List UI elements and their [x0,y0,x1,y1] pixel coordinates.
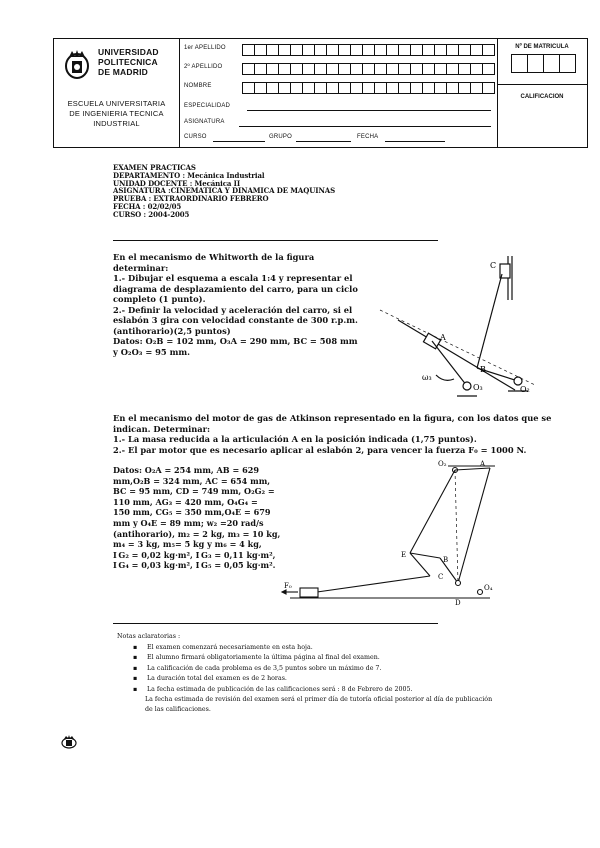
list-item: ▪ El examen comenzará necesariamente en esta hoja. [147,643,497,654]
notes-title: Notas aclaratorias : [117,633,181,640]
nombre-label: NOMBRE [184,83,212,89]
label-C: C [490,261,497,270]
crest-icon [62,47,92,81]
curso-field[interactable] [213,141,265,142]
matricula-label: Nº DE MATRICULA [515,44,569,50]
especialidad-field[interactable] [247,110,491,111]
problem2-text: En el mecanismo del motor de gas de Atkinson representado en la figura, con los datos que se indican. Determinar: 1.- La masa reducida a la articulación A en la posición indicada (1,75 puntos). 2.- El par motor que es necesario aplicar al eslabón 2, para vencer la fuerza F₀ = 1000 N. [113,413,552,455]
asignatura-label: ASIGNATURA [184,119,225,125]
apellido2-label: 2º APELLIDO [184,64,223,70]
asignatura-field[interactable] [239,126,491,127]
calificacion-label: CALIFICACION [520,94,564,100]
especialidad-label: ESPECIALIDAD [184,103,231,109]
label-A: A [440,333,446,342]
list-item: ▪ La duración total del examen es de 2 horas. [147,674,497,685]
curso-label: CURSO [184,134,207,140]
divider [113,623,438,624]
matricula-field[interactable] [511,54,575,73]
problem2-data: Datos: O₂A = 254 mm, AB = 629 mm,O₂B = 324 mm, AC = 654 mm, BC = 95 mm, CD = 749 mm, O₂G₂ = 110 mm, AG₃ = 420 mm, O₄G₄ = 150 mm, CG₅ = 350 mm,O₄E = 679 mm y O₄E = 89 mm; w₂ =20 rad/s (antihorario), m₂ = 2 kg, m₃ = 10 kg, m₄ = 3 kg, m₅= 5 kg y m₆ = 4 kg, I G₂ = 0,02 kg·m², I G₃ = 0,11 kg·m², I G₄ = 0,03 kg·m², I G₅ = 0,05 kg·m². [113,465,281,571]
crest-icon [60,735,78,749]
list-item: ▪ La fecha estimada de publicación de las calificaciones será : 8 de Febrero de 2005. [147,685,497,696]
label-D: D [455,599,461,606]
atkinson-diagram [280,458,530,606]
list-item: ▪ El alumno firmará obligatoriamente la última página al final del examen. [147,653,497,664]
whitworth-diagram [370,250,540,410]
label-F0: F₀ [284,582,292,590]
label-O2: O₂ [438,460,447,468]
apellido2-field[interactable] [242,63,494,75]
fecha-label: FECHA [357,134,379,140]
grupo-field[interactable] [296,141,351,142]
label-O4: O₄ [484,584,493,592]
divider [113,240,438,241]
label-B: B [443,556,449,564]
grupo-label: GRUPO [269,134,293,140]
apellido1-label: 1er APELLIDO [184,45,226,51]
label-O2: O₂ [520,385,530,394]
school-name: ESCUELA UNIVERSITARIA DE INGENIERIA TECNICA INDUSTRIAL [67,99,166,128]
problem1-text: En el mecanismo de Whitworth de la figura determinar: 1.- Dibujar el esquema a escala 1:4 y representar el diagrama de desplazamiento del carro, para un ciclo completo (1 punto). 2.- Definir la velocidad y aceleración del carro, si el eslabón 3 gira con velocidad constante de 300 r.p.m. (antihorario)(2,5 puntos) Datos: O₂B = 102 mm, O₃A = 290 mm, BC = 508 mm y O₂O₃ = 95 mm. [113,252,358,357]
exam-meta: EXAMEN PRACTICAS DEPARTAMENTO : Mecánica Industrial UNIDAD DOCENTE : Mecánica II ASIGNATURA :CINEMATICA Y DINAMICA DE MAQUINAS PRUEBA : EXTRAORDINARIO FEBRERO FECHA : 02/02/05 CURSO : 2004-2005 [113,163,336,219]
university-name: UNIVERSIDAD POLITECNICA DE MADRID [98,47,159,77]
label-C: C [438,573,444,581]
label-B: B [480,365,486,374]
list-item: ▪ La calificación de cada problema es de 3,5 puntos sobre un máximo de 7. [147,664,497,675]
university-block [54,39,180,147]
student-fields [179,39,498,147]
header-box [53,38,588,148]
fecha-field[interactable] [385,141,445,142]
label-w3: ω₃ [422,373,432,382]
matricula-block [497,39,587,147]
notes-section [117,632,497,714]
label-O3: O₃ [473,383,483,392]
notes-footer: La fecha estimada de revisión del examen será el primer día de tutoría oficial posterior al día de publicación de las calificaciones. [145,696,493,713]
apellido1-field[interactable] [242,44,494,56]
nombre-field[interactable] [242,82,494,94]
label-E: E [401,551,407,559]
notes-list [117,643,497,696]
label-A: A [480,460,486,468]
